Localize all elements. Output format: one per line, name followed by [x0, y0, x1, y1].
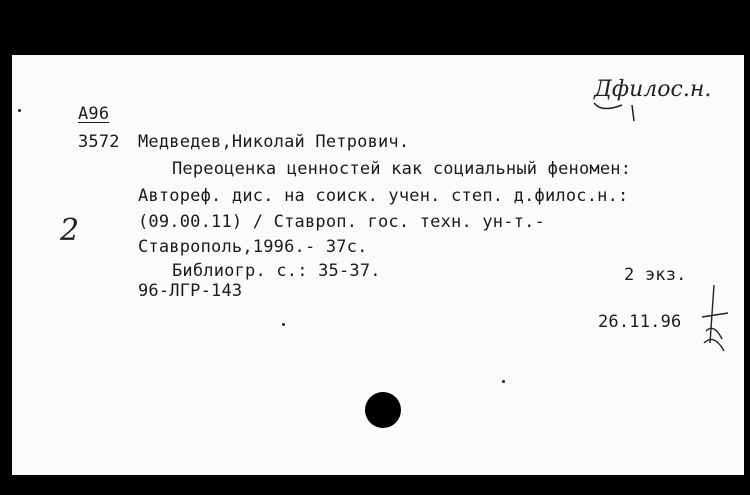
catalog-card: [12, 55, 744, 475]
title-line-1: Переоценка ценностей как социальный феномен:: [172, 159, 632, 179]
shelf-mark: А96: [78, 104, 110, 124]
left-margin-handwriting: 2: [60, 213, 80, 248]
processing-date: 26.11.96: [598, 312, 682, 332]
handwritten-underline-stroke: [592, 95, 712, 125]
punch-hole: [365, 392, 401, 428]
speck: [282, 323, 285, 326]
title-line-4: Ставрополь,1996.- 37с.: [138, 237, 368, 257]
author-heading: Медведев,Николай Петрович.: [138, 132, 410, 152]
title-line-3: (09.00.11) / Ставроп. гос. техн. ун-т.-: [138, 212, 545, 232]
copies-count: 2 экз.: [624, 265, 687, 285]
signature-mark: [700, 283, 730, 353]
title-line-2: Автореф. дис. на соиск. учен. степ. д.филос.н.:: [138, 186, 629, 206]
speck: [18, 109, 21, 112]
bibliography-note: Библиогр. с.: 35-37.: [172, 261, 381, 281]
entry-number: 3572: [78, 132, 120, 152]
handwritten-annotation-top-right: Дфилос.н.: [594, 77, 712, 102]
registration-number: 96-ЛГР-143: [138, 281, 243, 301]
speck: [502, 380, 505, 383]
